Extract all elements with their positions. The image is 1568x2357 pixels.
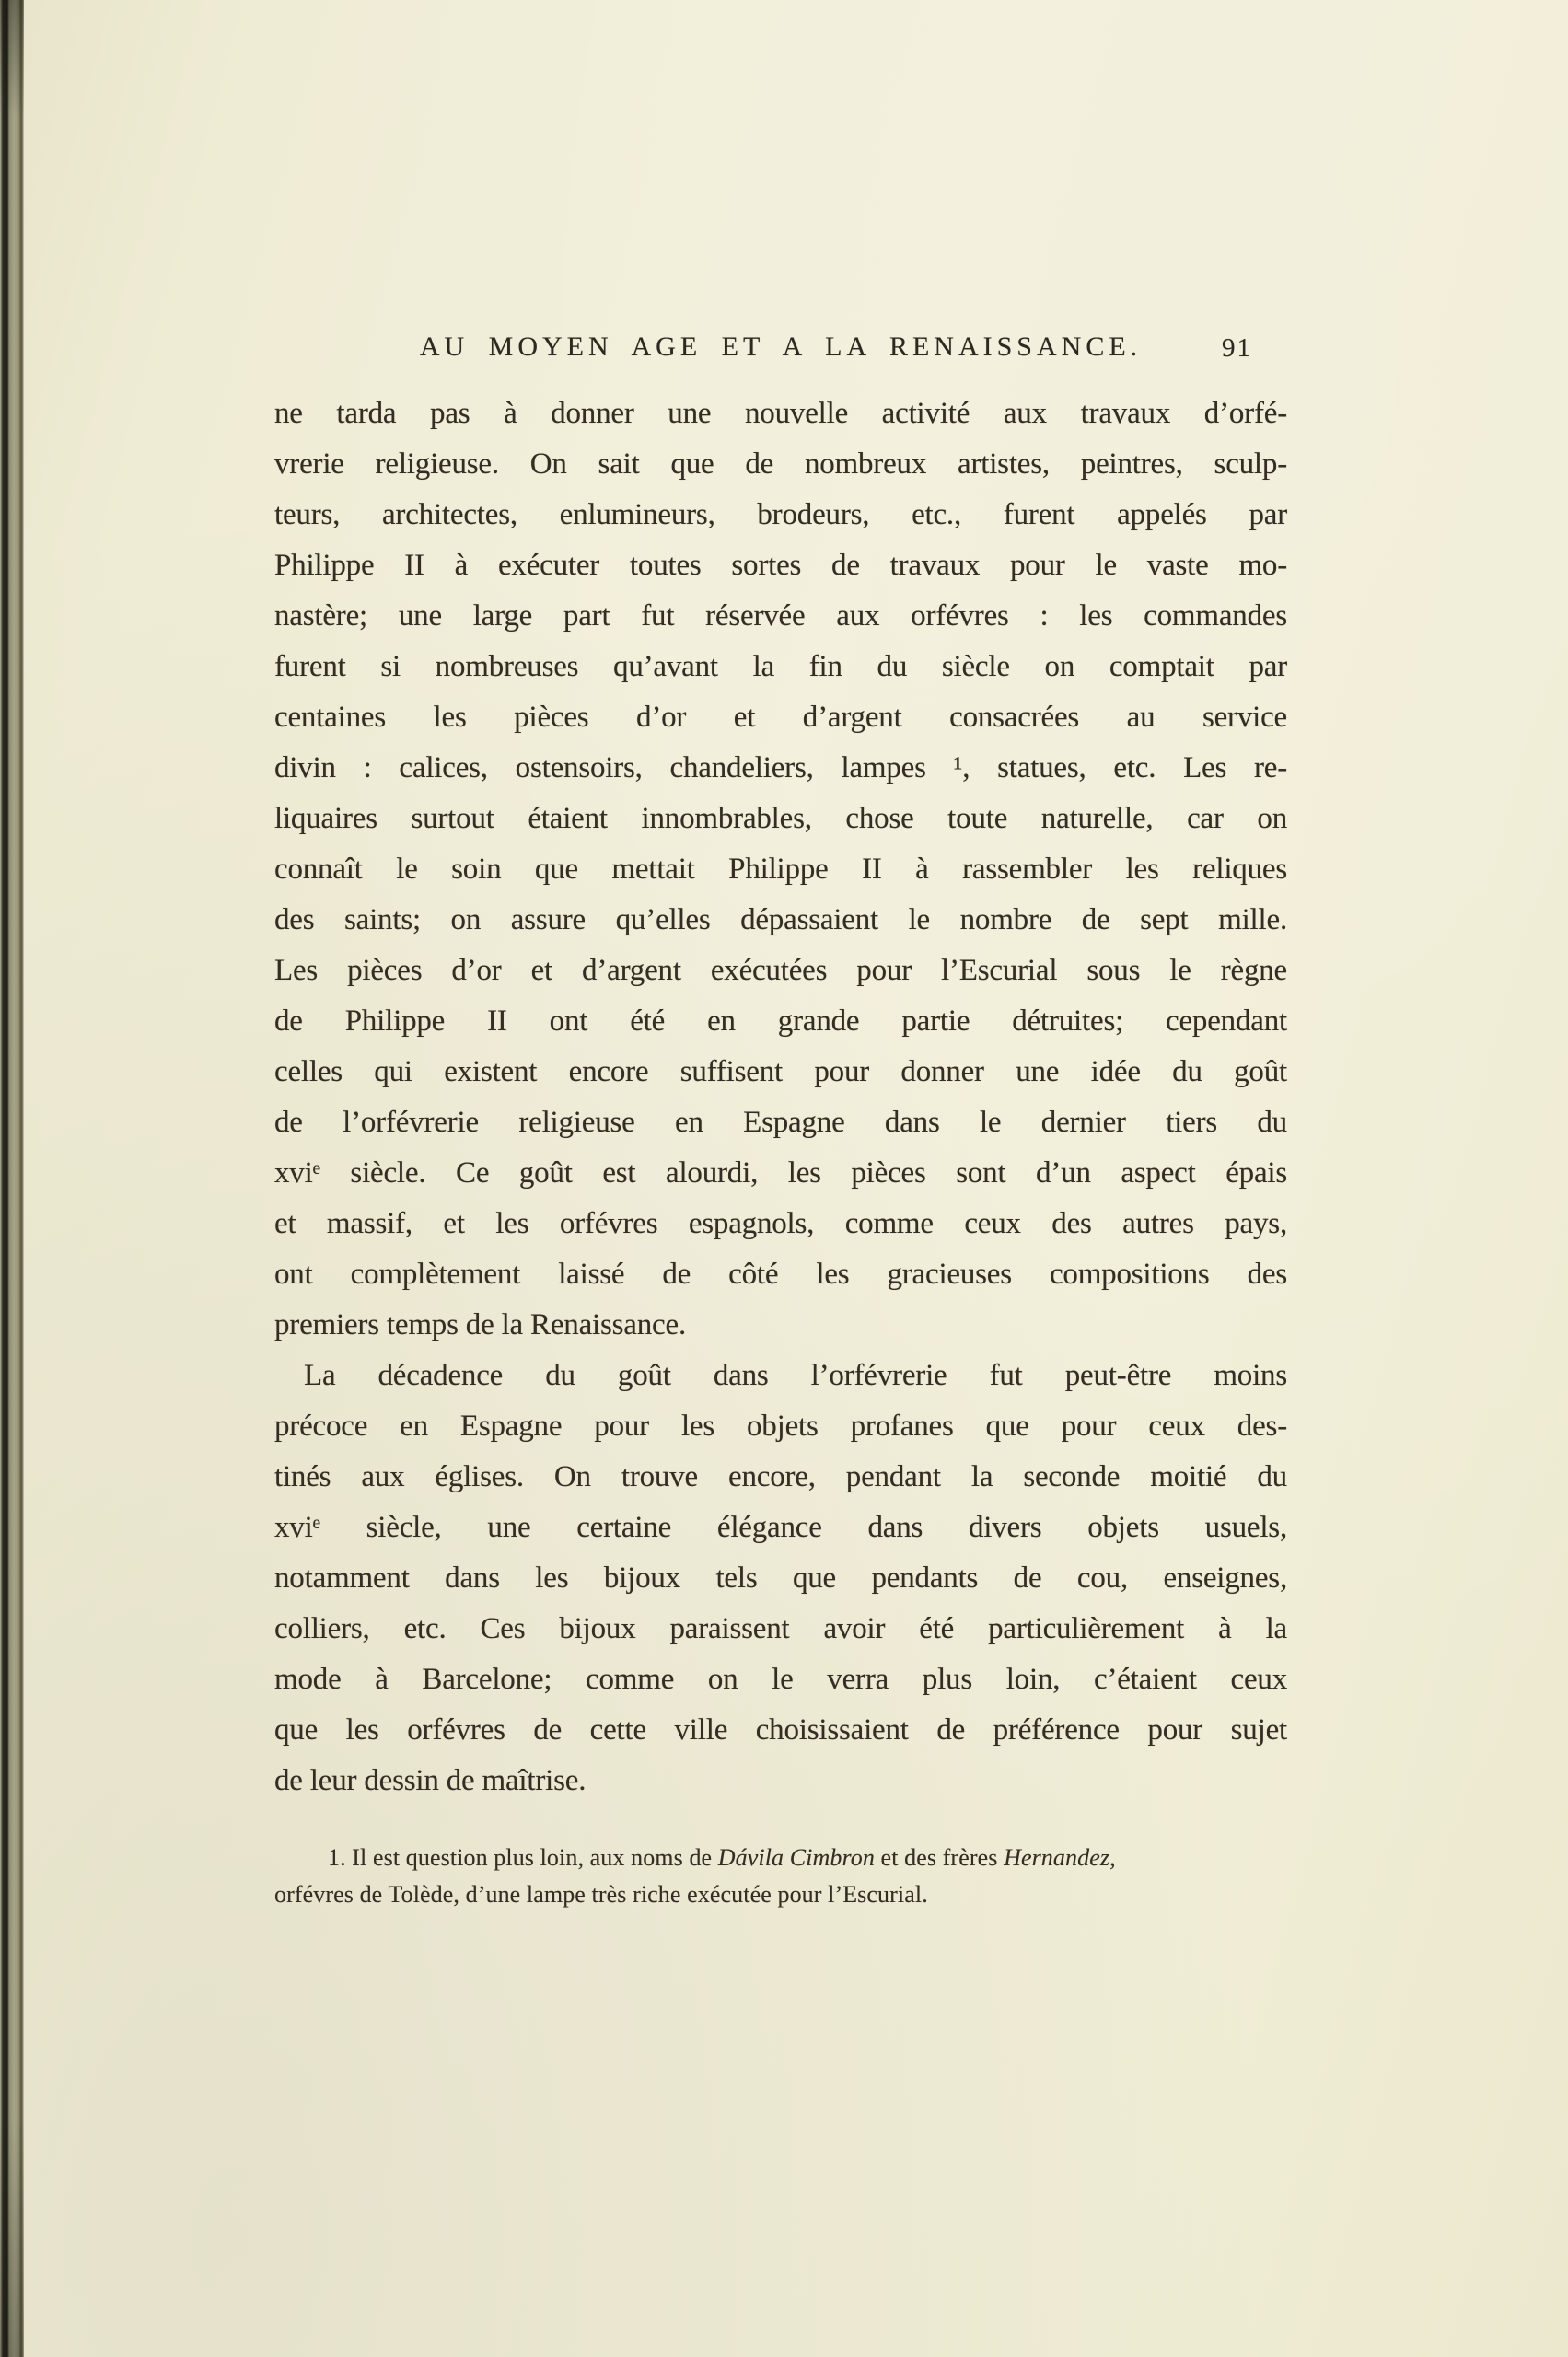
text-line: xviᵉ siècle. Ce goût est alourdi, les pièces sont d’un aspect épais <box>274 1156 1287 1190</box>
text-line: connaît le soin que mettait Philippe II à rassembler les reliques <box>274 853 1287 886</box>
text-line: xviᵉ siècle, une certaine élégance dans divers objets usuels, <box>274 1511 1287 1544</box>
text-line: que les orfévres de cette ville choisissaient de préférence pour sujet <box>274 1713 1287 1747</box>
text-line: ne tarda pas à donner une nouvelle activité aux travaux d’orfé- <box>274 397 1287 430</box>
footnote-line-1 <box>274 1840 1287 1876</box>
text-line: de l’orfévrerie religieuse en Espagne dans le dernier tiers du <box>274 1106 1287 1139</box>
text-line: furent si nombreuses qu’avant la fin du siècle on comptait par <box>274 650 1287 683</box>
text-line-paragraph-start: La décadence du goût dans l’orfévrerie fut peut-être moins <box>304 1359 1287 1392</box>
page-content <box>274 0 1287 2357</box>
text-line-paragraph-end: de leur dessin de maîtrise. <box>274 1764 587 1797</box>
text-line: liquaires surtout étaient innombrables, chose toute naturelle, car on <box>274 802 1287 835</box>
text-line: notamment dans les bijoux tels que pendants de cou, enseignes, <box>274 1562 1287 1595</box>
footnote-text-segment: , <box>1109 1844 1116 1871</box>
text-line: mode à Barcelone; comme on le verra plus loin, c’étaient ceux <box>274 1663 1287 1696</box>
text-line: précoce en Espagne pour les objets profanes que pour ceux des- <box>274 1410 1287 1443</box>
text-line: Les pièces d’or et d’argent exécutées pour l’Escurial sous le règne <box>274 954 1287 987</box>
text-line: ont complètement laissé de côté les gracieuses compositions des <box>274 1258 1287 1291</box>
footnote-italic-name: Dávila Cimbron <box>717 1844 875 1871</box>
text-line: teurs, architectes, enlumineurs, brodeurs, etc., furent appelés par <box>274 498 1287 531</box>
running-header <box>274 331 1287 363</box>
text-line: et massif, et les orfévres espagnols, comme ceux des autres pays, <box>274 1207 1287 1240</box>
footnote-line-2: orfévres de Tolède, d’une lampe très riche exécutée pour l’Escurial. <box>274 1881 928 1908</box>
text-line: Philippe II à exécuter toutes sortes de travaux pour le vaste mo- <box>274 549 1287 582</box>
text-line: tinés aux églises. On trouve encore, pendant la seconde moitié du <box>274 1460 1287 1493</box>
text-line: celles qui existent encore suffisent pour donner une idée du goût <box>274 1055 1287 1088</box>
text-line: de Philippe II ont été en grande partie détruites; cependant <box>274 1004 1287 1038</box>
text-line: centaines les pièces d’or et d’argent consacrées au service <box>274 701 1287 734</box>
footnote-text-segment: et des frères <box>874 1844 1005 1871</box>
text-line: colliers, etc. Ces bijoux paraissent avoir été particulièrement à la <box>274 1612 1287 1645</box>
text-line-paragraph-end: premiers temps de la Renaissance. <box>274 1308 686 1341</box>
text-line: nastère; une large part fut réservée aux orfévres : les commandes <box>274 599 1287 633</box>
footnote-italic-name: Hernandez <box>1004 1844 1110 1871</box>
body-text <box>274 389 1287 1806</box>
page-number: 91 <box>1222 333 1252 363</box>
text-line: vrerie religieuse. On sait que de nombreux artistes, peintres, sculp- <box>274 447 1287 481</box>
footnote-text-segment: 1. Il est question plus loin, aux noms de <box>328 1844 718 1871</box>
book-binding-edge <box>0 0 24 2357</box>
text-line: des saints; on assure qu’elles dépassaient le nombre de sept mille. <box>274 903 1287 936</box>
text-line: divin : calices, ostensoirs, chandeliers, lampes ¹, statues, etc. Les re- <box>274 751 1287 784</box>
header-title: AU MOYEN AGE ET A LA RENAISSANCE. <box>419 331 1143 362</box>
footnote <box>274 1840 1287 1913</box>
